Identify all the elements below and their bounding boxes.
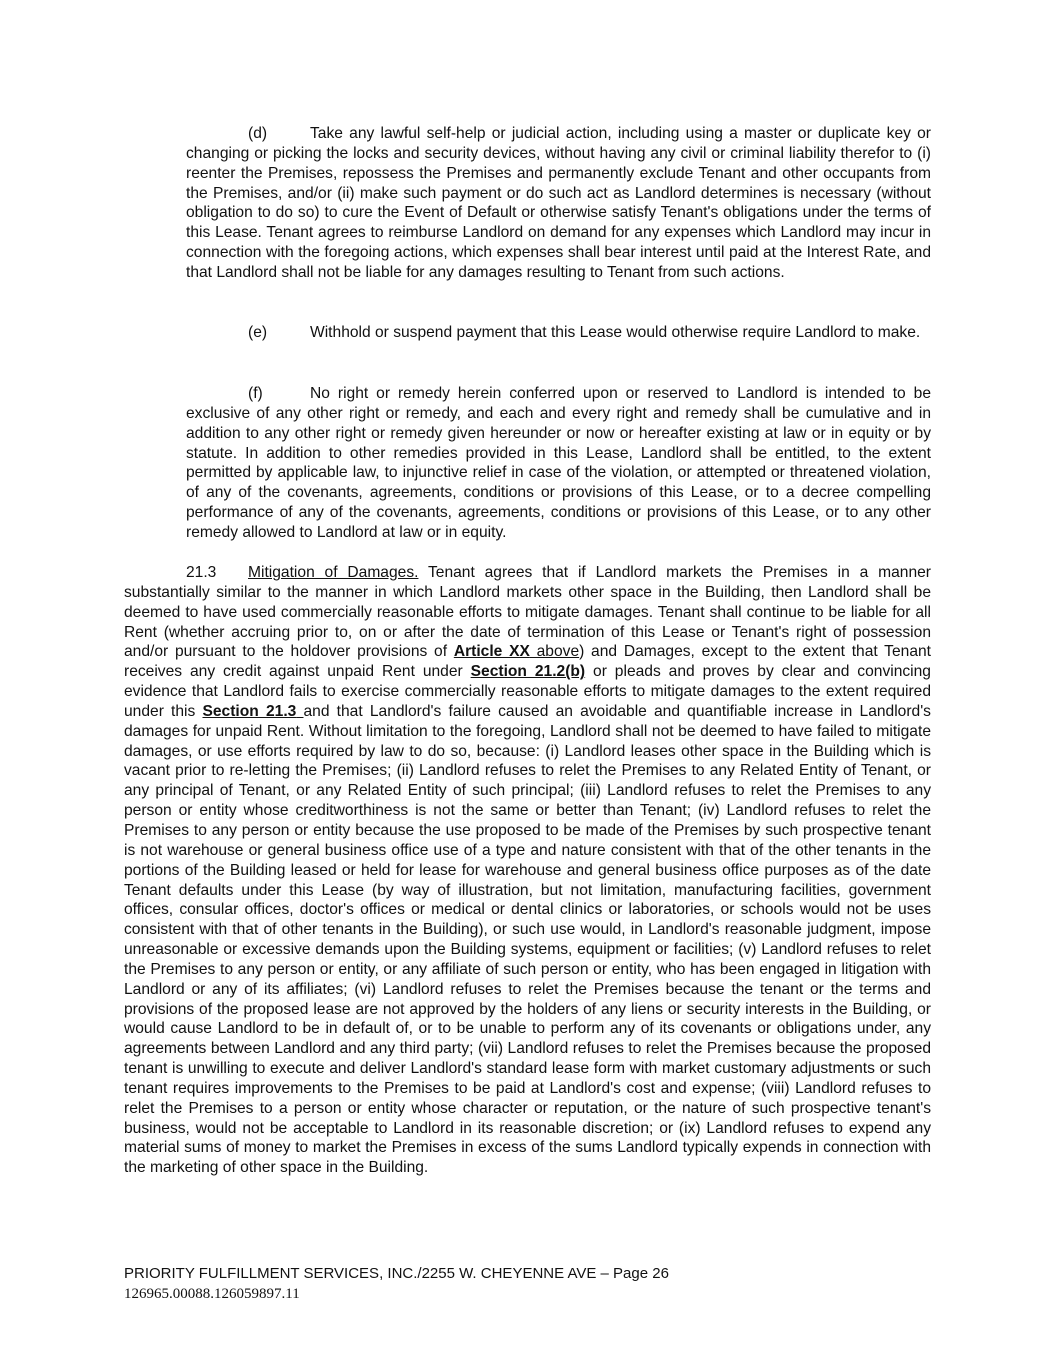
paragraph-e bbox=[186, 323, 931, 343]
page-footer-title: PRIORITY FULFILLMENT SERVICES, INC./2255 W. CHEYENNE AVE – Page 26 bbox=[124, 1265, 669, 1282]
paragraph-d bbox=[186, 124, 931, 283]
article-xx-reference-suffix: above bbox=[529, 643, 580, 661]
paragraph-e-text: Withhold or suspend payment that this Lease would otherwise require Landlord to make. bbox=[310, 324, 921, 341]
article-xx-reference: Article XX bbox=[453, 643, 530, 661]
section-21-3-text-4: and that Landlord's failure caused an avoidable and quantifiable increase in Landlord's damages for unpaid Rent. Without limitation to the foregoing, Landlord shall not be deemed to have failed to mitigate damages, or use efforts required by law to do so, because: (i) Landlord leases other space in the Building which is vacant prior to re-letting the Premises; (ii) Landlord refuses to relet the Premises to any Related Entity of Tenant, or any principal of Tenant, or any Related Entity of such principal; (iii) Landlord refuses to relet the Premises to any person or entity whose creditworthiness is not the same or better than Tenant; (iv) Landlord refuses to relet the Premises to any person or entity because the use proposed to be made of the Premises by such prospective tenant is not warehouse or general business office use of a type and nature consistent with that of the other tenants in the portions of the Building leased or held for lease for warehouse and general business office purposes as of the date Tenant defaults under this Lease (by way of illustration, but not limitation, manufacturing facilities, government offices, consular offices, doctor's offices or medical or dental clinics or laboratories, or schools would not be uses consistent with that of other tenants in the Building), or such use would, in Landlord's reasonable judgment, impose unreasonable or excessive demands upon the Building systems, equipment or facilities; (v) Landlord refuses to relet the Premises to any person or entity, or any affiliate of such person or entity, who has been engaged in litigation with Landlord or any of its affiliates; (vi) Landlord refuses to relet the Premises because the tenant or the terms and provisions of the proposed lease are not approved by the holders of any liens or security interests in the Building, or would cause Landlord to be in default of, or to be unable to perform any of its covenants or obligations under, any agreements between Landlord and any third party; (vii) Landlord refuses to relet the Premises because the proposed tenant is unwilling to execute and deliver Landlord's standard lease form with market customary adjustments or such tenant requires improvements to the Premises to be paid at Landlord's cost and expense; (viii) Landlord refuses to relet the Premises to a person or entity whose character or reputation, or the nature of such prospective tenant's business, would not be acceptable to Landlord in its reasonable discretion; or (ix) Landlord refuses to expend any material sums of money to market the Premises in excess of the sums Landlord typically expends in connection with the marketing of other space in the Building. bbox=[124, 702, 931, 1177]
paragraph-f bbox=[186, 384, 931, 543]
section-21-3 bbox=[124, 563, 931, 1178]
section-21-3-text-2: ) and Damages, except to the extent that Tenant receives any credit against unpaid Rent under bbox=[124, 643, 931, 681]
document-id: 126965.00088.126059897.11 bbox=[124, 1286, 300, 1302]
section-21-3-heading: Mitigation of Damages. bbox=[248, 564, 419, 581]
paragraph-d-label: (d) bbox=[248, 125, 268, 142]
paragraph-f-label: (f) bbox=[248, 385, 263, 402]
paragraph-f-text: No right or remedy herein conferred upon or reserved to Landlord is intended to be exclusive of any other right or remedy, and each and every right and remedy shall be cumulative and in addition to any other right or remedy given hereunder or now or hereafter existing at law or in equity or by statute. In addition to other remedies provided in this Lease, Landlord shall be entitled, to the extent permitted by applicable law, to injunctive relief in case of the violation, or attempted or threatened violation, of any of the covenants, agreements, conditions or provisions of this Lease, or to a decree compelling performance of any of the covenants, agreements, conditions or provisions of this Lease, or to any other remedy allowed to Landlord at law or in equity. bbox=[186, 385, 931, 541]
section-21-3-reference-suffix bbox=[296, 703, 303, 720]
section-21-2b-reference: Section 21.2(b) bbox=[470, 663, 586, 681]
section-21-3-number: 21.3 bbox=[186, 564, 217, 581]
section-21-3-text-3: or pleads and proves by clear and convincing evidence that Landlord fails to exercise commercially reasonable efforts to mitigate damages to the extent required under this bbox=[124, 663, 931, 720]
paragraph-d-text: Take any lawful self-help or judicial action, including using a master or duplicate key or changing or picking the locks and security devices, without having any civil or criminal liability therefor to (i) reenter the Premises, repossess the Premises and permanently exclude Tenant and other occupants from the Premises, and/or (ii) make such payment or do such act as Landlord determines is necessary (without obligation to do so) to cure the Event of Default or otherwise satisfy Tenant's obligations under the terms of this Lease. Tenant agrees to reimburse Landlord on demand for any expenses which Landlord may incur in connection with the foregoing actions, which expenses shall bear interest until paid at the Interest Rate, and that Landlord shall not be liable for any damages resulting to Tenant from such actions. bbox=[186, 125, 931, 281]
section-21-3-reference: Section 21.3 bbox=[202, 702, 297, 720]
paragraph-e-label: (e) bbox=[248, 324, 268, 341]
section-21-3-text-1: Tenant agrees that if Landlord markets the Premises in a manner substantially similar to the manner in which Landlord markets other space in the Building, then Landlord shall be deemed to have used commercially reasonable efforts to mitigate damages. Tenant shall continue to be liable for all Rent (whether accruing prior to, on or after the date of termination of this Lease or Tenant's right of possession and/or pursuant to the holdover provisions of bbox=[124, 564, 931, 661]
